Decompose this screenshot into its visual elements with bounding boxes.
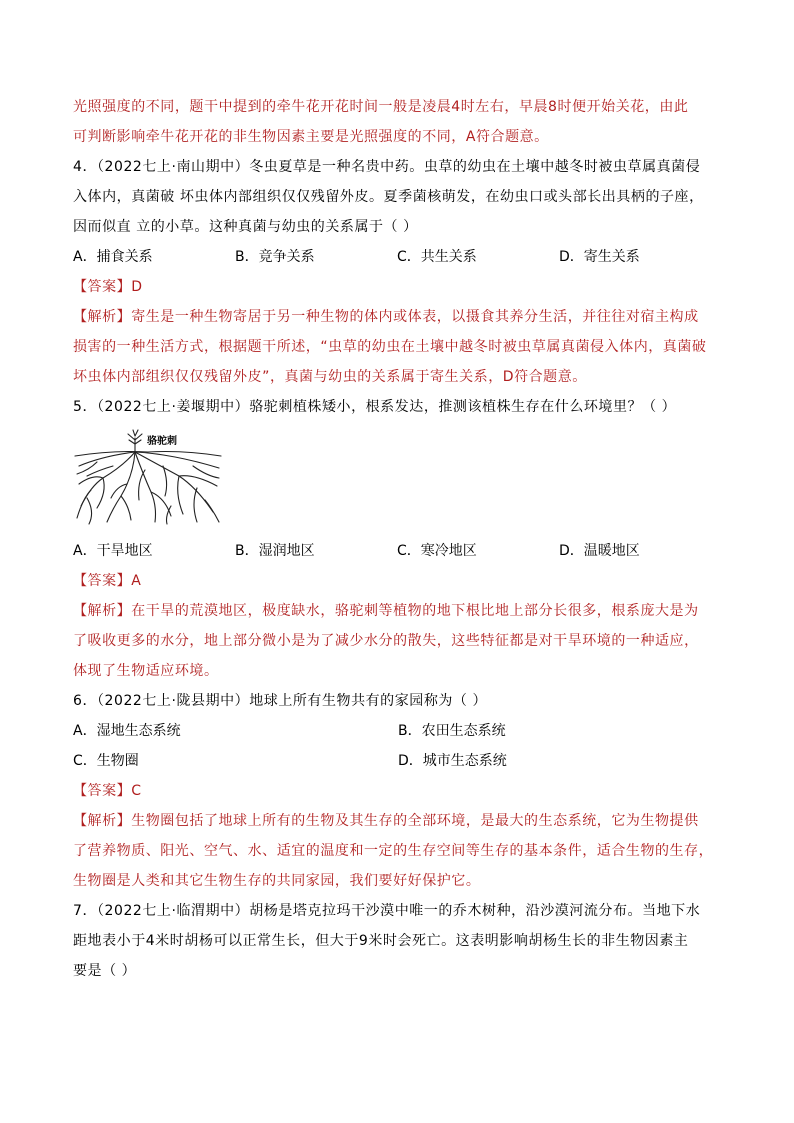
q5-analysis-label: 【解析】 [73,603,132,619]
q6-options-row-1 [73,716,723,746]
q4-answer [73,272,723,302]
q6-analysis-label: 【解析】 [73,813,132,829]
q6-option-b[interactable]: B．农田生态系统 [398,723,506,739]
q4-stem-line-3: 因而似直 立的小草。这种真菌与幼虫的关系属于（ ） [73,219,418,235]
q5-answer [73,566,723,596]
q5-option-a[interactable]: A．干旱地区 [73,543,153,559]
q4-stem-line-2: 入体内，真菌破 坏虫体内部组织仅仅残留外皮。夏季菌核萌发，在幼虫口或头部长出具柄的子座， [73,189,704,205]
q5-analysis-line-1 [73,596,723,626]
question-4 [73,152,723,392]
q7-stem-line-1: 7．（2022七上·临渭期中）胡杨是塔克拉玛干沙漠中唯一的乔木树种，沿沙漠河流分布。当地下水 [73,903,701,919]
q4-option-c[interactable]: C．共生关系 [397,249,477,265]
q5-stem-line-1: 5．（2022七上·姜堰期中）骆驼刺植株矮小，根系发达，推测该植株生存在什么环境里？（ ） [73,399,677,415]
q6-option-c[interactable]: C．生物圈 [73,753,139,769]
q4-option-a[interactable]: A．捕食关系 [73,249,153,265]
q5-answer-label: 【答案】 [73,573,132,589]
q4-options [73,242,723,272]
q4-analysis-text-1: 寄生是一种生物寄居于另一种生物的体内或体表，以摄食其养分生活，并往往对宿主构成 [131,309,699,325]
q6-analysis-line-1 [73,806,723,836]
q6-answer [73,776,723,806]
intro-line-1: 光照强度的不同，题干中提到的牵牛花开花时间一般是凌晨4时左右，早晨8时便开始关花，由此 [73,99,689,115]
question-5 [73,392,723,686]
q6-analysis-line-2: 了营养物质、阳光、空气、水、适宜的温度和一定的生存空间等生存的基本条件，适合生物的生存， [73,843,714,859]
q5-option-c[interactable]: C．寒冷地区 [397,543,477,559]
q4-analysis-label: 【解析】 [73,309,132,325]
figure-label: 骆驼刺 [147,436,177,447]
q5-options [73,536,723,566]
q5-answer-value: A [131,573,142,589]
q6-option-a[interactable]: A．湿地生态系统 [73,723,181,739]
q5-analysis-text-1: 在干旱的荒漠地区，极度缺水，骆驼刺等植物的地下根比地上部分长很多，根系庞大是为 [131,603,699,619]
question-7 [73,896,723,986]
q6-option-d[interactable]: D．城市生态系统 [398,753,507,769]
q6-options-row-2 [73,746,723,776]
q5-option-b[interactable]: B．湿润地区 [235,543,315,559]
q7-stem-line-3: 要是（ ） [73,963,137,979]
q6-answer-label: 【答案】 [73,783,132,799]
q5-analysis-line-2: 了吸收更多的水分，地上部分微小是为了减少水分的散失，这些特征都是对干旱环境的一种适应， [73,633,699,649]
q6-analysis-line-3: 生物圈是人类和其它生物生存的共同家园，我们要好好保护它。 [73,873,481,889]
intro-line-2: 可判断影响牵牛花开花的非生物因素主要是光照强度的不同，A符合题意。 [73,129,549,145]
q4-analysis-line-1 [73,302,723,332]
q4-option-b[interactable]: B．竞争关系 [235,249,315,265]
q4-stem-line-1: 4．（2022七上·南山期中）冬虫夏草是一种名贵中药。虫草的幼虫在土壤中越冬时被虫草属真菌侵 [73,159,701,175]
q5-option-d[interactable]: D．温暖地区 [559,543,640,559]
q6-analysis-text-1: 生物圈包括了地球上所有的生物及其生存的全部环境，是最大的生态系统，它为生物提供 [131,813,699,829]
q4-answer-label: 【答案】 [73,279,132,295]
q4-analysis-line-2: 损害的一种生活方式，根据题干所述，“虫草的幼虫在土壤中越冬时被虫草属真菌侵入体内，真菌破 [73,339,707,355]
q4-analysis-line-3: 坏虫体内部组织仅仅残留外皮”，真菌与幼虫的关系属于寄生关系，D符合题意。 [73,369,587,385]
q4-option-d[interactable]: D．寄生关系 [559,249,640,265]
q6-answer-value: C [131,783,142,799]
q4-answer-value: D [131,279,143,295]
question-6 [73,686,723,896]
document-page [73,92,723,986]
camelthorn-root-figure [73,426,233,526]
q6-stem-line-1: 6．（2022七上·陇县期中）地球上所有生物共有的家园称为（ ） [73,693,488,709]
q5-analysis-line-3: 体现了生物适应环境。 [73,663,219,679]
q7-stem-line-2: 距地表小于4米时胡杨可以正常生长，但大于9米时会死亡。这表明影响胡杨生长的非生物因素主 [73,933,689,949]
